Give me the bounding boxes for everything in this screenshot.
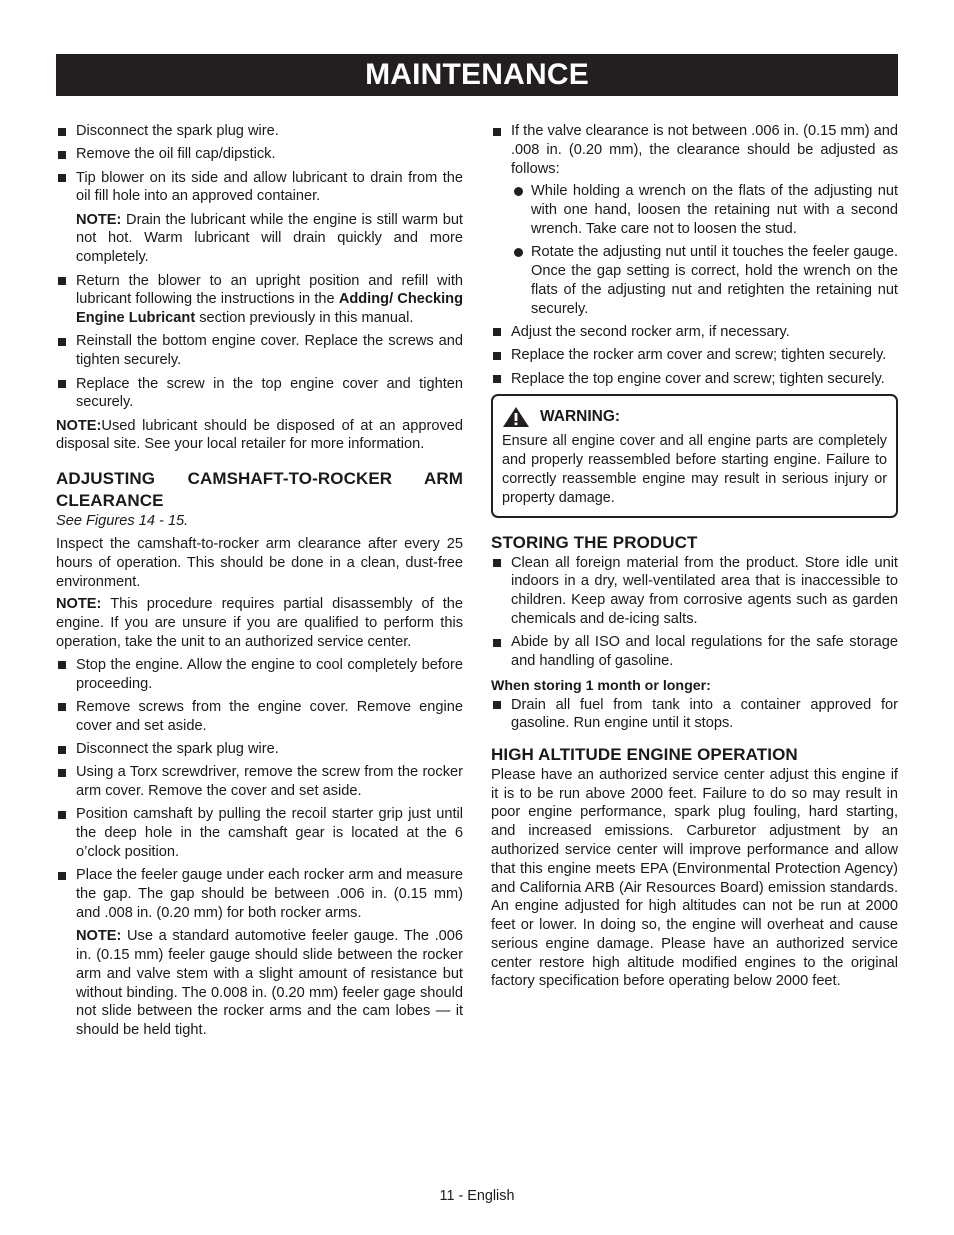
warning-title: WARNING: xyxy=(540,408,621,426)
refill-steps-list xyxy=(56,272,463,413)
camshaft-intro: Inspect the camshaft-to-rocker arm clearance after every 25 hours of operation. This should be done in a clean, dust-free environment. xyxy=(56,536,463,590)
storing-month-list xyxy=(491,696,898,734)
note-text: This procedure requires partial disassembly of the engine. If you are unsure if you are qualified to perform this operation, take the unit to an authorized service center. xyxy=(56,596,463,651)
list-item: Remove screws from the engine cover. Remove engine cover and set aside. xyxy=(56,698,463,736)
list-item: Replace the top engine cover and screw; tighten securely. xyxy=(491,370,898,389)
section-title-storing: STORING THE PRODUCT xyxy=(491,532,698,552)
list-item: Remove the oil fill cap/dipstick. xyxy=(56,145,463,164)
right-column xyxy=(491,122,898,991)
list-item: Abide by all ISO and local regulations for the safe storage and handling of gasoline. xyxy=(491,633,898,671)
list-item-text: section previously in this manual. xyxy=(195,310,414,327)
drain-steps-list xyxy=(56,122,463,206)
section-title-high-altitude: HIGH ALTITUDE ENGINE OPERATION xyxy=(491,744,798,764)
page-footer: 11 - English xyxy=(439,1188,515,1204)
list-item: Adjust the second rocker arm, if necessary. xyxy=(491,323,898,342)
storing-list xyxy=(491,554,898,671)
note-label: NOTE: xyxy=(56,417,102,434)
list-item: Using a Torx screwdriver, remove the screw from the rocker arm cover. Remove the cover and set aside. xyxy=(56,763,463,801)
figure-reference: See Figures 14 - 15. xyxy=(56,513,189,530)
note-disposal xyxy=(56,417,463,455)
warning-box xyxy=(491,394,898,517)
sub-list-item: Rotate the adjusting nut until it touches the feeler gauge. Once the gap setting is correct, hold the wrench on the flats of the adjusting nut and retighten the retaining nut securely. xyxy=(512,243,898,318)
list-item: Place the feeler gauge under each rocker arm and measure the gap. The gap should be between .006 in. (0.15 mm) and .008 in. (0.20 mm) for both rocker arms. xyxy=(56,866,463,922)
note-feeler-gauge xyxy=(56,927,463,1040)
note-label: NOTE: xyxy=(56,596,102,613)
note-drain-warm xyxy=(56,211,463,267)
left-column xyxy=(56,122,463,1044)
list-item: Replace the screw in the top engine cover and tighten securely. xyxy=(56,375,463,413)
note-text: Used lubricant should be disposed of at an approved disposal site. See your local retailer for more information. xyxy=(56,417,463,453)
list-item: Position camshaft by pulling the recoil starter grip just until the deep hole in the camshaft gear is located at the 6 o’clock position. xyxy=(56,805,463,861)
list-item: Clean all foreign material from the product. Store idle unit indoors in a dry, well-ventilated area that is inaccessible to children. Keep away from corrosive agents such as garden chemicals and de-icing salts. xyxy=(491,554,898,629)
list-item: Stop the engine. Allow the engine to cool completely before proceeding. xyxy=(56,656,463,694)
section-title-camshaft: ADJUSTING CAMSHAFT-TO-ROCKER ARM CLEARANCE xyxy=(56,469,463,511)
list-item xyxy=(56,272,463,328)
camshaft-steps-list xyxy=(56,656,463,923)
valve-steps-list xyxy=(491,122,898,388)
list-item: Disconnect the spark plug wire. xyxy=(56,122,463,141)
adjust-sub-list xyxy=(512,182,898,318)
list-item-text: Tip blower on its side and allow lubricant to drain from the oil fill hole into an approved container. xyxy=(76,169,463,205)
note-disassembly xyxy=(56,595,463,651)
list-item: Replace the rocker arm cover and screw; tighten securely. xyxy=(491,346,898,365)
note-text: Use a standard automotive feeler gauge. The .006 in. (0.15 mm) feeler gauge should slide between the rocker arm and valve stem with a slight amount of resistance but without binding. The 0.008 in. (0.20 mm) feeler gage should not slide between the rocker arms and the cam lobes — it should be held tight. xyxy=(76,928,463,1039)
list-item xyxy=(491,122,898,318)
list-item: Disconnect the spark plug wire. xyxy=(56,740,463,759)
warning-header xyxy=(502,406,887,428)
warning-triangle-icon xyxy=(502,406,530,428)
section-reference: Adding/ Checking Engine Lubricant xyxy=(76,291,463,327)
list-item: Reinstall the bottom engine cover. Replace the screws and tighten securely. xyxy=(56,332,463,370)
list-item-text: If the valve clearance is not between .006 in. (0.15 mm) and .008 in. (0.20 mm), the clearance should be adjusted as follows: xyxy=(511,123,898,177)
page-header-maintenance: MAINTENANCE xyxy=(56,54,898,96)
warning-text: Ensure all engine cover and all engine parts are completely and properly reassembled before starting engine. Failure to correctly reassemble engine may result in serious injury or property damage. xyxy=(502,433,887,506)
note-label: NOTE: xyxy=(76,928,122,945)
note-label: NOTE: xyxy=(76,211,122,228)
storing-subheading: When storing 1 month or longer: xyxy=(491,677,711,694)
sub-list-item: While holding a wrench on the flats of the adjusting nut with one hand, loosen the retaining nut with a second wrench. Take care not to loosen the stud. xyxy=(512,182,898,238)
high-altitude-text: Please have an authorized service center adjust this engine if it is to be run above 2000 feet. Failure to do so may result in poor engine performance, spark plug fouling, hard starting, and increased emissions. Carburetor adjustment by an authorized service center will improve performance and allow that this engine meets EPA (Environmental Protection Agency) and California ARB (Air Resources Board) emission standards. An engine adjusted for high altitudes can not be run at 2000 feet or lower. In doing so, the engine will overheat and cause serious engine damage. Please have an authorized service center restore high altitude modified engines to the original factory specification before operating below 2000 feet. xyxy=(491,766,898,990)
list-item: Drain all fuel from tank into a container approved for gasoline. Run engine until it stops. xyxy=(491,696,898,734)
list-item-text: Return the blower to an upright position and refill with lubricant following the instructions in the xyxy=(76,272,463,308)
note-text: Drain the lubricant while the engine is still warm but not hot. Warm lubricant will drain quickly and more completely. xyxy=(76,211,463,266)
list-item xyxy=(56,169,463,207)
